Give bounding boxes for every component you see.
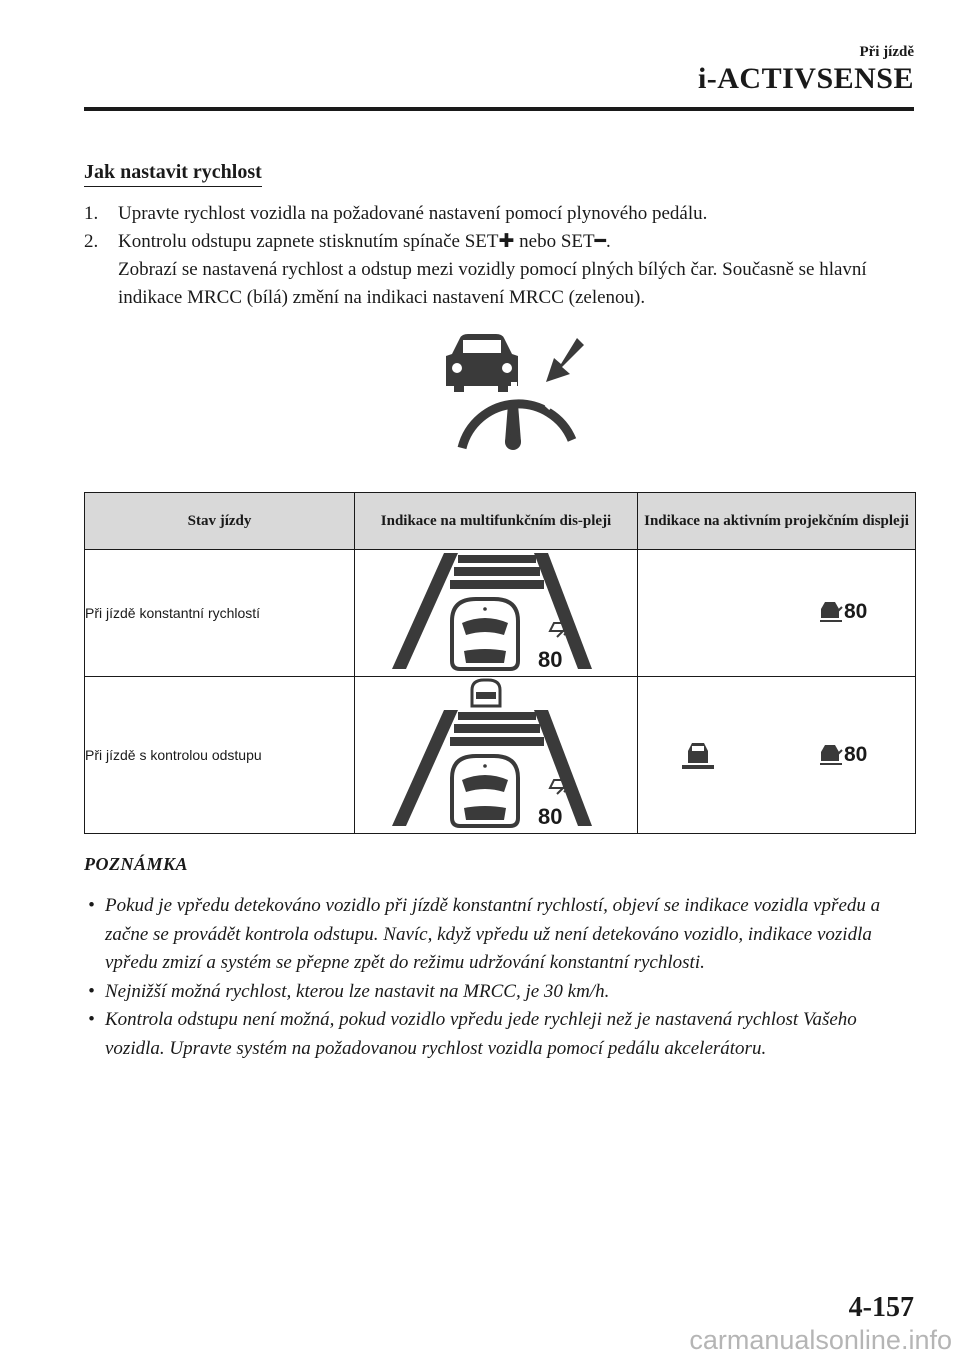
table-row	[85, 550, 916, 677]
hud-speed-value: 80	[844, 600, 868, 623]
vehicle-ahead-icon	[472, 680, 500, 706]
mrcc-car-icon	[818, 601, 844, 623]
state-cell	[85, 550, 355, 677]
state-label: Při jízdě s kontrolou odstupu	[85, 747, 262, 763]
step-2-text: Kontrolu odstupu zapnete stisknutím spínače SET✚ nebo SET━.	[118, 231, 611, 252]
step-2	[84, 228, 924, 256]
page-number: 4-157	[848, 1292, 914, 1323]
arrow-icon	[546, 338, 584, 382]
section-heading: Jak nastavit rychlost	[84, 160, 262, 187]
note-title: POZNÁMKA	[84, 854, 189, 874]
note-list	[88, 892, 918, 1063]
step-1-number: 1.	[84, 203, 99, 224]
car-icon	[452, 756, 518, 826]
multifunction-display-graphic	[376, 678, 616, 828]
hud-cell	[638, 677, 916, 834]
running-header-title: i-ACTIVSENSE	[697, 62, 914, 95]
step-2-continuation: Zobrazí se nastavená rychlost a odstup mezi vozidly pomocí plných bílých čar. Současně se hlavní indikace MRCC (bílá) změní na indikaci nastavení MRCC (zelenou).	[118, 259, 867, 308]
watermark: carmanualsonline.info	[689, 1325, 952, 1355]
bullet: •	[88, 895, 95, 916]
column-header-multifunction: Indikace na multifunkčním dis-pleji	[355, 493, 638, 550]
multifunction-display-cell	[355, 677, 638, 834]
bullet: •	[88, 980, 95, 1002]
note-text: Pokud je vpředu detekováno vozidlo při jízdě konstantní rychlostí, objeví se indikace vozidla vpředu a začne se provádět kontrola odstupu. Navíc, když vpředu už není detekováno vozidlo, indikace vozidla vpředu zmizí a systém se přepne zpět do režimu udržování konstantní rychlosti.	[105, 895, 881, 973]
step-1	[84, 200, 924, 228]
column-header-hud: Indikace na aktivním projekčním displeji	[638, 493, 916, 550]
indication-table	[84, 492, 916, 834]
list-item	[88, 892, 918, 978]
header-divider	[84, 107, 914, 111]
set-speed-value: 80	[538, 646, 563, 671]
set-speed-value: 80	[538, 803, 563, 828]
column-header-state: Stav jízdy	[85, 493, 355, 550]
note-text: Nejnižší možná rychlost, kterou lze nastavit na MRCC, je 30 km/h.	[105, 980, 610, 1002]
hud-speed-value: 80	[844, 743, 868, 766]
car-icon	[446, 334, 518, 392]
car-icon	[452, 599, 518, 669]
step-1-text: Upravte rychlost vozidla na požadované nastavení pomocí plynového pedálu.	[118, 203, 708, 224]
running-header-section: Při jízdě	[859, 44, 914, 60]
list-item	[88, 1006, 918, 1063]
state-cell	[85, 677, 355, 834]
step-2-number: 2.	[84, 231, 99, 252]
hud-vehicle-ahead-icon	[682, 741, 714, 769]
mrcc-indicator-icon	[434, 334, 584, 456]
table-row	[85, 677, 916, 834]
multifunction-display-graphic	[376, 551, 616, 671]
state-label: Při jízdě konstantní rychlostí	[85, 605, 261, 621]
note-text: Kontrola odstupu není možná, pokud vozidlo vpředu jede rychleji než je nastavená rychlost Vašeho vozidla. Upravte systém na požadovanou rychlost vozidla pomocí pedálu akcelerátoru.	[105, 1009, 857, 1059]
bullet: •	[88, 1009, 95, 1030]
mrcc-car-icon	[818, 744, 844, 766]
list-item	[88, 978, 918, 1007]
hud-cell	[638, 550, 916, 677]
multifunction-display-cell	[355, 550, 638, 677]
